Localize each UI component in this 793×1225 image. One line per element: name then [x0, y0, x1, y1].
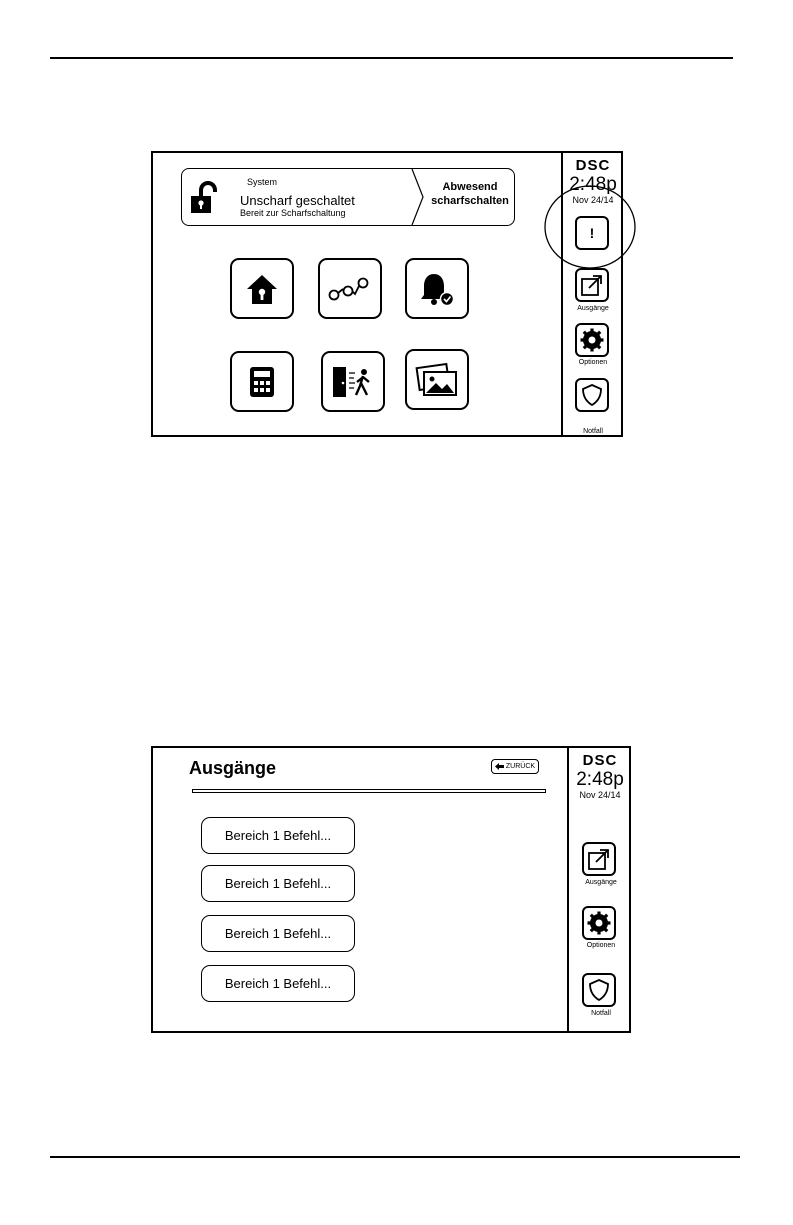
unlocked-padlock-icon — [189, 181, 225, 220]
photos-tile[interactable] — [405, 349, 469, 410]
emergency-label: Notfall — [591, 1010, 611, 1017]
system-status-banner[interactable] — [181, 168, 515, 226]
emergency-label: Notfall — [583, 428, 603, 435]
outputs-label: Ausgänge — [585, 879, 617, 886]
arm-away-button[interactable] — [426, 180, 514, 208]
emergency-shield-icon — [588, 978, 610, 1002]
clock-date: Nov 24/14 — [572, 195, 614, 205]
back-arrow-icon — [495, 763, 504, 770]
options-button[interactable] — [575, 323, 609, 357]
dsc-logo: DSC — [582, 752, 618, 769]
chevron-divider — [411, 169, 425, 225]
output-command-3[interactable]: Bereich 1 Befehl... — [201, 915, 355, 952]
header-rule — [50, 57, 733, 59]
home-icon — [244, 272, 280, 306]
outputs-icon — [587, 847, 611, 871]
status-main-text: Unscharf geschaltet — [240, 193, 355, 208]
footer-rule — [50, 1156, 740, 1158]
home-tile[interactable] — [230, 258, 294, 319]
highlight-circle — [543, 184, 637, 270]
back-button[interactable] — [491, 759, 539, 774]
back-label: ZURÜCK — [505, 763, 536, 770]
trouble-exclamation-icon: ! — [589, 225, 595, 241]
clock-time: 2:48p — [576, 769, 624, 790]
zones-icon — [327, 274, 373, 304]
emergency-button[interactable] — [582, 973, 616, 1007]
system-label: System — [247, 177, 278, 187]
keypad-tile[interactable] — [230, 351, 294, 412]
output-command-4[interactable]: Bereich 1 Befehl... — [201, 965, 355, 1002]
arm-away-line1: Abwesend — [442, 181, 498, 193]
alarm-bell-icon — [418, 270, 456, 308]
outputs-icon — [580, 273, 604, 297]
outputs-label: Ausgänge — [577, 305, 609, 312]
options-gear-icon — [580, 328, 604, 352]
zones-tile[interactable] — [318, 258, 382, 319]
title-divider — [192, 789, 546, 793]
outputs-screen — [151, 746, 631, 1033]
options-gear-icon — [587, 911, 611, 935]
outputs-button[interactable] — [575, 268, 609, 302]
keypad-icon — [249, 366, 275, 398]
emergency-button[interactable] — [575, 378, 609, 412]
exit-door-icon — [331, 364, 375, 400]
arm-away-line2: scharfschalten — [431, 195, 509, 207]
clock-date: Nov 24/14 — [579, 790, 621, 800]
output-command-1[interactable]: Bereich 1 Befehl... — [201, 817, 355, 854]
sidebar — [567, 748, 631, 1031]
options-label: Optionen — [578, 359, 608, 366]
photos-icon — [415, 363, 459, 397]
options-label: Optionen — [586, 942, 616, 949]
outputs-button[interactable] — [582, 842, 616, 876]
alarm-bell-tile[interactable] — [405, 258, 469, 319]
emergency-shield-icon — [581, 383, 603, 407]
output-command-2[interactable]: Bereich 1 Befehl... — [201, 865, 355, 902]
page-title: Ausgänge — [189, 758, 277, 778]
status-sub-text: Bereit zur Scharfschaltung — [240, 208, 346, 218]
clock-time: 2:48p — [569, 174, 617, 195]
options-button[interactable] — [582, 906, 616, 940]
dsc-logo: DSC — [575, 157, 611, 174]
exit-door-tile[interactable] — [321, 351, 385, 412]
